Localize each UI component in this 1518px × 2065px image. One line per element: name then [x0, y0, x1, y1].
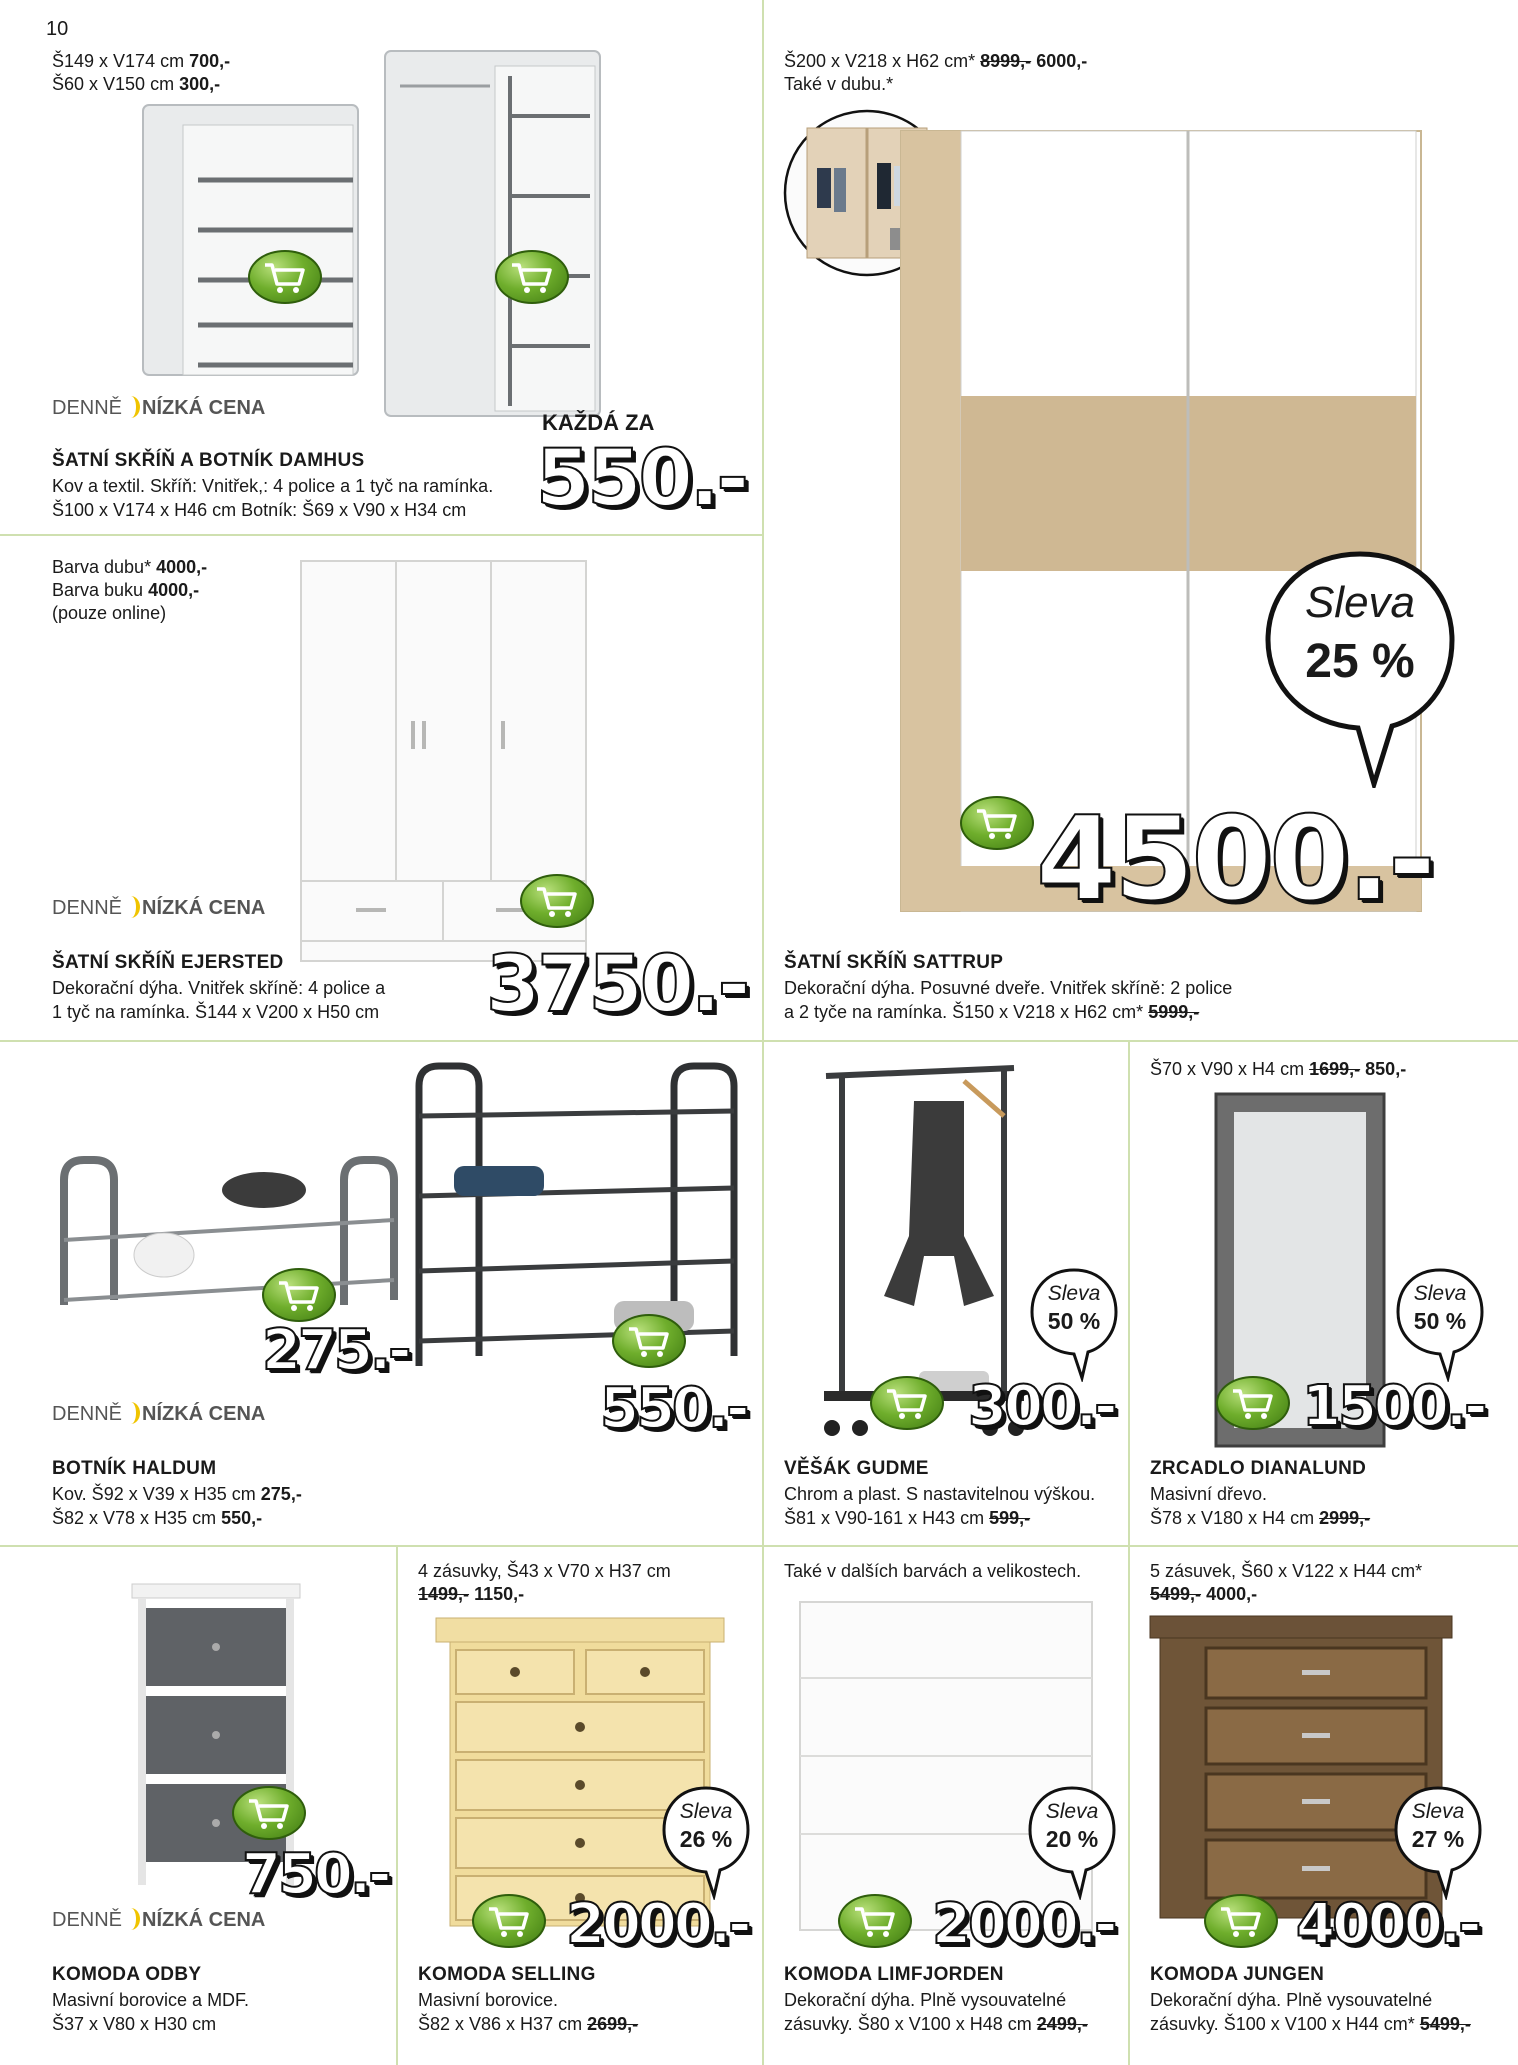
selling-sale-pct: 26 %	[679, 1826, 733, 1852]
haldum-price-large: 550.-	[600, 1376, 747, 1441]
dianalund-sale-text	[1394, 1266, 1486, 1366]
shopping-cart-icon	[974, 806, 1020, 840]
ejersted-desc: Dekorační dýha. Vnitřek skříně: 4 police a 1 tyč na ramínka. Š144 x V200 x H50 cm	[52, 978, 386, 1022]
damhus-price: 550.-	[536, 434, 746, 524]
jungen-name: KOMODA JUNGEN	[1150, 1964, 1325, 1985]
jungen-specs: 5 zásuvek, Š60 x V122 x H44 cm* 5499,- 4000,-	[1150, 1561, 1423, 1604]
sattrup-sale-label: Sleva	[1304, 578, 1416, 627]
jungen-sale-text	[1392, 1784, 1484, 1884]
limfjorden-sale-text	[1026, 1784, 1118, 1884]
selling-name: KOMODA SELLING	[418, 1964, 596, 1985]
gudme-desc: Chrom a plast. S nastavitelnou výškou. Š81 x V90-161 x H43 cm 599,-	[784, 1484, 1096, 1528]
divider-v-row3-a	[762, 1040, 764, 1545]
limfjorden-price: 2000.-	[932, 1892, 1115, 1957]
selling-price: 2000.-	[566, 1892, 749, 1957]
haldum-small-rack-image	[54, 1130, 404, 1320]
gudme-sale-label: Sleva	[1047, 1282, 1101, 1305]
jungen-desc: Dekorační dýha. Plně vysouvatelné zásuvky. Š100 x V100 x H44 cm* 5499,-	[1150, 1990, 1471, 2034]
limfjorden-sale-pct: 20 %	[1045, 1826, 1099, 1852]
gudme-price: 300.-	[968, 1374, 1115, 1439]
ejersted-low-price-badge: DENNĚ NÍZKÁ CENA	[52, 897, 266, 919]
damhus-cart-badge-1[interactable]	[248, 250, 322, 304]
odby-name: KOMODA ODBY	[52, 1964, 202, 1985]
haldum-name: BOTNÍK HALDUM	[52, 1458, 217, 1479]
divider-v-row4-c	[1128, 1545, 1130, 2065]
dianalund-desc: Masivní dřevo. Š78 x V180 x H4 cm 2999,-	[1150, 1484, 1371, 1528]
ejersted-price: 3750.-	[486, 940, 748, 1030]
dianalund-cart-badge[interactable]	[1216, 1376, 1290, 1430]
dianalund-name: ZRCADLO DIANALUND	[1150, 1458, 1367, 1479]
page-number: 10	[46, 18, 69, 40]
sattrup-desc: Dekorační dýha. Posuvné dveře. Vnitřek skříně: 2 police a 2 tyče na ramínka. Š150 x V218 x H62 cm* 5999,-	[784, 978, 1233, 1022]
shopping-cart-icon	[509, 260, 555, 294]
divider-h2	[0, 1040, 1518, 1042]
ejersted-specs: Barva dubu* 4000,- Barva buku 4000,- (pouze online)	[52, 557, 208, 623]
shopping-cart-icon	[534, 884, 580, 918]
gudme-name: VĚŠÁK GUDME	[784, 1458, 929, 1479]
divider-v-row4-b	[762, 1545, 764, 2065]
jungen-cart-badge[interactable]	[1204, 1894, 1278, 1948]
dianalund-sale-pct: 50 %	[1413, 1308, 1467, 1334]
shopping-cart-icon	[852, 1904, 898, 1938]
dianalund-sale-label: Sleva	[1413, 1282, 1467, 1305]
shopping-cart-icon	[884, 1386, 930, 1420]
shopping-cart-icon	[246, 1796, 292, 1830]
shopping-cart-icon	[1230, 1386, 1276, 1420]
haldum-cart-badge-2[interactable]	[612, 1314, 686, 1368]
damhus-wardrobe-image	[380, 46, 610, 426]
haldum-large-rack-image	[404, 1056, 744, 1376]
shopping-cart-icon	[276, 1278, 322, 1312]
sattrup-sale-pct: 25 %	[1305, 635, 1415, 688]
selling-sale-label: Sleva	[679, 1800, 733, 1823]
sattrup-cart-badge[interactable]	[960, 796, 1034, 850]
sattrup-specs: Š200 x V218 x H62 cm* 8999,- 6000,- Také v dubu.*	[784, 51, 1088, 94]
damhus-name: ŠATNÍ SKŘÍŇ A BOTNÍK DAMHUS	[52, 450, 365, 471]
damhus-each-label: KAŽDÁ ZA	[542, 410, 655, 435]
jungen-sale-pct: 27 %	[1411, 1826, 1465, 1852]
jungen-sale-label: Sleva	[1411, 1800, 1465, 1823]
shopping-cart-icon	[262, 260, 308, 294]
selling-specs: 4 zásuvky, Š43 x V70 x H37 cm 1499,- 1150,-	[418, 1561, 671, 1604]
divider-h3	[0, 1545, 1518, 1547]
limfjorden-specs: Také v dalších barvách a velikostech.	[784, 1561, 1082, 1581]
gudme-cart-badge[interactable]	[870, 1376, 944, 1430]
odby-low-price-badge: DENNĚ NÍZKÁ CENA	[52, 1909, 266, 1931]
selling-desc: Masivní borovice. Š82 x V86 x H37 cm 2699,-	[418, 1990, 639, 2034]
gudme-sale-text	[1028, 1266, 1120, 1366]
gudme-sale-pct: 50 %	[1047, 1308, 1101, 1334]
divider-v-row4-a	[396, 1545, 398, 2065]
divider-h1	[0, 534, 762, 536]
jungen-price: 4000.-	[1296, 1892, 1479, 1957]
dianalund-price: 1500.-	[1302, 1374, 1485, 1439]
divider-v-row3-b	[1128, 1040, 1130, 1545]
sattrup-sale-text	[1262, 548, 1458, 748]
damhus-shoe-rack-image	[138, 100, 368, 385]
shopping-cart-icon	[626, 1324, 672, 1358]
limfjorden-desc: Dekorační dýha. Plně vysouvatelné zásuvky. Š80 x V100 x H48 cm 2499,-	[784, 1990, 1088, 2034]
limfjorden-name: KOMODA LIMFJORDEN	[784, 1964, 1004, 1985]
haldum-desc: Kov. Š92 x V39 x H35 cm 275,- Š82 x V78 x H35 cm 550,-	[52, 1484, 302, 1528]
shopping-cart-icon	[486, 1904, 532, 1938]
sattrup-name: ŠATNÍ SKŘÍŇ SATTRUP	[784, 952, 1004, 973]
haldum-price-small: 275.-	[262, 1318, 409, 1383]
selling-cart-badge[interactable]	[472, 1894, 546, 1948]
odby-desc: Masivní borovice a MDF. Š37 x V80 x H30 cm	[52, 1990, 250, 2034]
limfjorden-sale-label: Sleva	[1045, 1800, 1099, 1823]
damhus-low-price-badge: DENNĚ NÍZKÁ CENA	[52, 397, 266, 419]
ejersted-cart-badge[interactable]	[520, 874, 594, 928]
odby-cart-badge[interactable]	[232, 1786, 306, 1840]
shopping-cart-icon	[1218, 1904, 1264, 1938]
limfjorden-cart-badge[interactable]	[838, 1894, 912, 1948]
damhus-specs: Š149 x V174 cm 700,- Š60 x V150 cm 300,-	[52, 51, 231, 94]
divider-vertical-main	[762, 0, 764, 1040]
selling-sale-text	[660, 1784, 752, 1884]
odby-price: 750.-	[242, 1842, 389, 1907]
dianalund-specs: Š70 x V90 x H4 cm 1699,- 850,-	[1150, 1059, 1407, 1079]
sattrup-price: 4500.-	[1036, 792, 1434, 927]
haldum-cart-badge-1[interactable]	[262, 1268, 336, 1322]
damhus-desc: Kov a textil. Skříň: Vnitřek,: 4 police a 1 tyč na ramínka. Š100 x V174 x H46 cm Botník: Š69 x V90 x H34 cm	[52, 476, 494, 520]
damhus-cart-badge-2[interactable]	[495, 250, 569, 304]
haldum-low-price-badge: DENNĚ NÍZKÁ CENA	[52, 1403, 266, 1425]
ejersted-name: ŠATNÍ SKŘÍŇ EJERSTED	[52, 952, 284, 973]
